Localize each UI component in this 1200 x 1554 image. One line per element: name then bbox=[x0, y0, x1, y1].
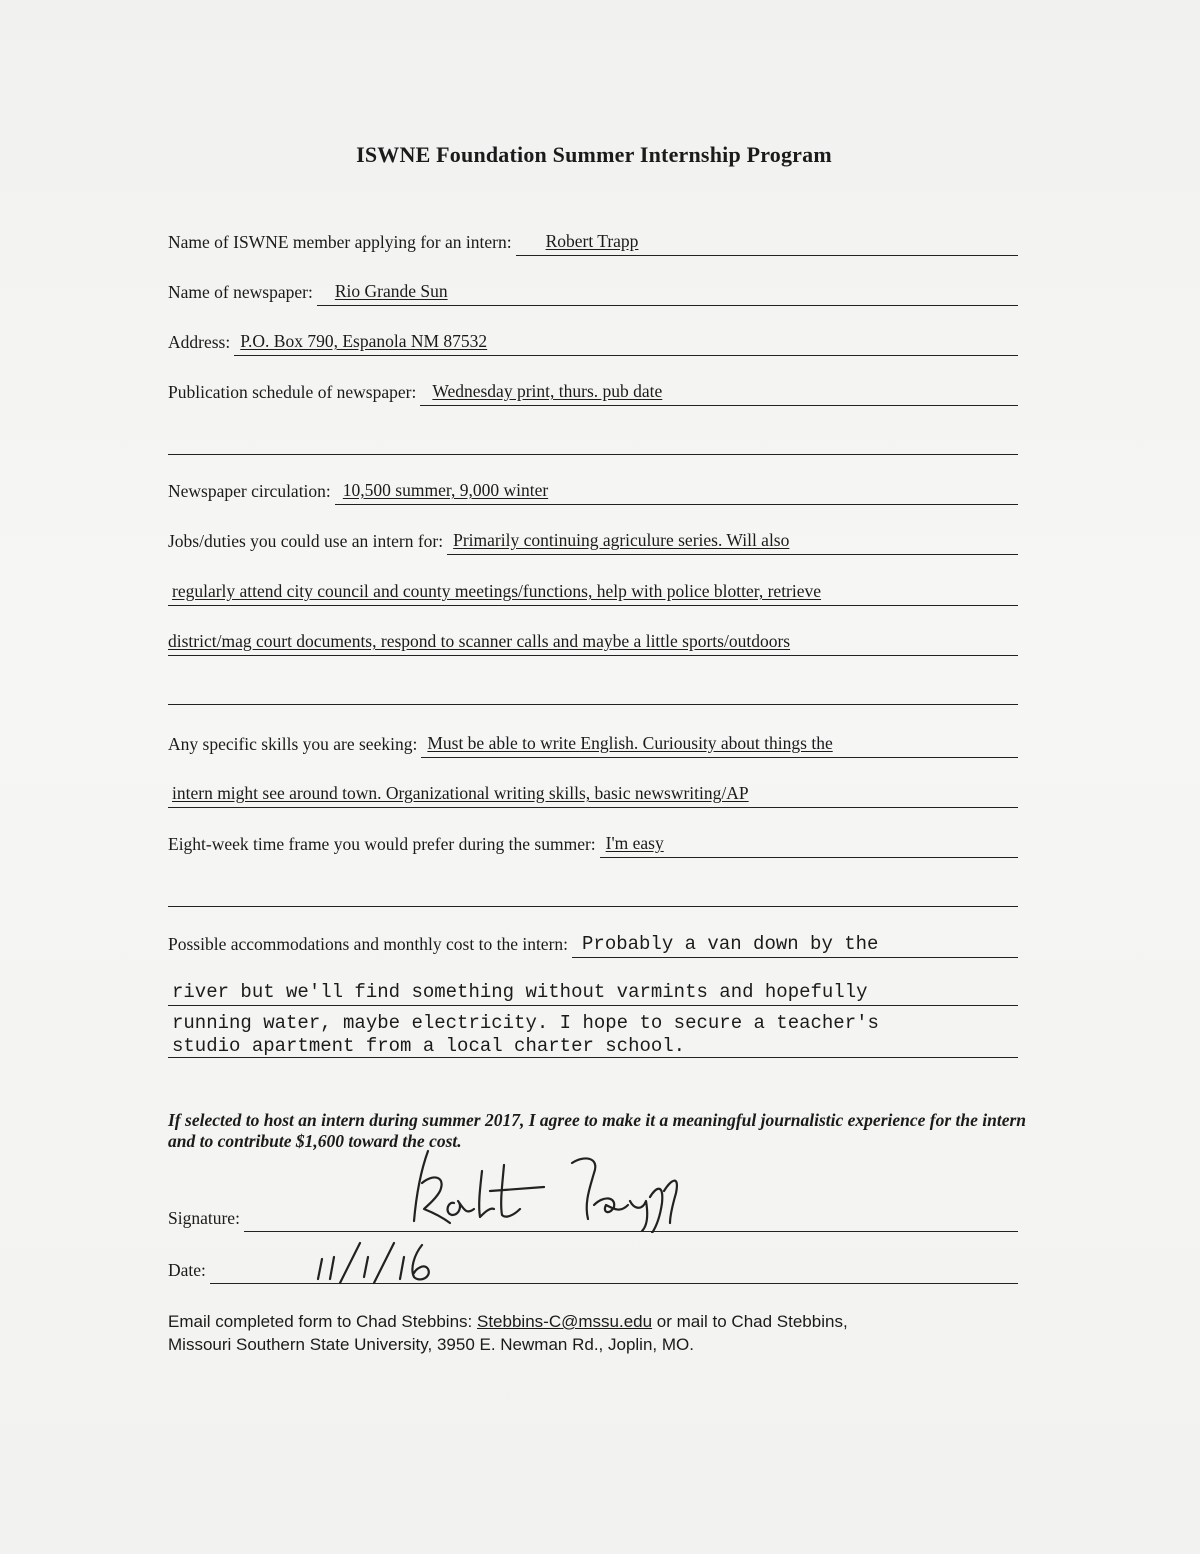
duties-field-4[interactable] bbox=[168, 676, 1018, 705]
member-field[interactable] bbox=[516, 227, 1018, 256]
timeframe-value: I'm easy bbox=[605, 833, 664, 853]
address-row bbox=[168, 328, 1018, 356]
duties-value-line-3: district/mag court documents, respond to scanner calls and maybe a little sports/outdoors bbox=[168, 631, 791, 651]
circulation-label: Newspaper circulation: bbox=[168, 481, 331, 501]
duties-row-2 bbox=[168, 578, 1018, 606]
date-label: Date: bbox=[168, 1260, 206, 1280]
timeframe-field[interactable] bbox=[600, 829, 1018, 858]
timeframe-extra-row bbox=[168, 879, 1018, 907]
form-title: ISWNE Foundation Summer Internship Program bbox=[356, 142, 832, 167]
duties-value-line-1: Primarily continuing agriculure series. Will also bbox=[453, 530, 790, 550]
email-link[interactable]: Stebbins-C@mssu.edu bbox=[477, 1312, 653, 1331]
schedule-field[interactable] bbox=[420, 377, 1018, 406]
footer-address: Missouri Southern State University, 3950 E. Newman Rd., Joplin, MO. bbox=[168, 1335, 694, 1354]
duties-row-3 bbox=[168, 628, 1018, 656]
duties-label: Jobs/duties you could use an intern for: bbox=[168, 531, 444, 551]
accommodations-field-4[interactable] bbox=[168, 1029, 1018, 1058]
duties-field-3[interactable] bbox=[168, 627, 1018, 656]
address-label: Address: bbox=[168, 332, 231, 352]
accommodations-row-4 bbox=[168, 1030, 1018, 1058]
accommodations-value-line-3: running water, maybe electricity. I hope to secure a teacher's bbox=[172, 1012, 879, 1034]
newspaper-row bbox=[168, 278, 1018, 306]
accommodations-field-2[interactable] bbox=[168, 977, 1018, 1006]
submission-instructions bbox=[168, 1310, 1048, 1356]
accommodations-row-2 bbox=[168, 978, 1018, 1006]
accommodations-field[interactable] bbox=[572, 929, 1018, 958]
skills-value-line-2: intern might see around town. Organizational writing skills, basic newswriting/AP bbox=[172, 783, 749, 803]
duties-value-line-2: regularly attend city council and county meetings/functions, help with police blotter, retrieve bbox=[172, 581, 822, 601]
duties-row bbox=[168, 527, 1018, 555]
timeframe-row bbox=[168, 830, 1018, 858]
member-value: Robert Trapp bbox=[545, 231, 639, 251]
skills-row bbox=[168, 730, 1018, 758]
circulation-field[interactable] bbox=[335, 476, 1018, 505]
accommodations-row bbox=[168, 930, 1018, 958]
footer-prefix: Email completed form to Chad Stebbins: bbox=[168, 1312, 473, 1331]
address-value: P.O. Box 790, Espanola NM 87532 bbox=[240, 331, 488, 351]
timeframe-extra-line[interactable] bbox=[168, 878, 1018, 907]
accommodations-value-line-2: river but we'll find something without varmints and hopefully bbox=[172, 981, 868, 1003]
member-row bbox=[168, 228, 1018, 256]
newspaper-value: Rio Grande Sun bbox=[334, 281, 448, 301]
skills-field[interactable] bbox=[421, 729, 1018, 758]
signature-label: Signature: bbox=[168, 1208, 240, 1228]
schedule-label: Publication schedule of newspaper: bbox=[168, 382, 417, 402]
signature-row bbox=[168, 1202, 1018, 1232]
schedule-row bbox=[168, 378, 1018, 406]
skills-value-line-1: Must be able to write English. Curiousity about things the bbox=[427, 733, 833, 753]
accommodations-label: Possible accommodations and monthly cost to the intern: bbox=[168, 934, 569, 954]
signature-field[interactable] bbox=[244, 1201, 1018, 1232]
duties-field[interactable] bbox=[447, 526, 1018, 555]
newspaper-field[interactable] bbox=[317, 277, 1018, 306]
handwritten-signature bbox=[394, 1143, 734, 1233]
skills-label: Any specific skills you are seeking: bbox=[168, 734, 418, 754]
pledge-statement: If selected to host an intern during summer 2017, I agree to make it a meaningful journalistic experience for the intern and to contribute $1,600 toward the cost. bbox=[168, 1110, 1027, 1151]
schedule-extra-line[interactable] bbox=[168, 426, 1018, 455]
newspaper-label: Name of newspaper: bbox=[168, 282, 313, 302]
schedule-extra-row bbox=[168, 427, 1018, 455]
handwritten-date bbox=[310, 1237, 510, 1287]
circulation-value: 10,500 summer, 9,000 winter bbox=[342, 480, 549, 500]
timeframe-label: Eight-week time frame you would prefer during the summer: bbox=[168, 834, 596, 854]
schedule-value: Wednesday print, thurs. pub date bbox=[432, 381, 663, 401]
footer-suffix: or mail to Chad Stebbins, bbox=[656, 1312, 848, 1331]
date-row bbox=[168, 1254, 1018, 1284]
circulation-row bbox=[168, 477, 1018, 505]
accommodations-value-line-1: Probably a van down by the bbox=[582, 933, 879, 955]
duties-row-4 bbox=[168, 677, 1018, 705]
skills-row-2 bbox=[168, 780, 1018, 808]
skills-field-2[interactable] bbox=[168, 779, 1018, 808]
duties-field-2[interactable] bbox=[168, 577, 1018, 606]
address-field[interactable] bbox=[234, 327, 1018, 356]
date-field[interactable] bbox=[210, 1253, 1018, 1284]
member-label: Name of ISWNE member applying for an intern: bbox=[168, 232, 512, 252]
accommodations-value-line-4: studio apartment from a local charter school. bbox=[172, 1035, 686, 1057]
